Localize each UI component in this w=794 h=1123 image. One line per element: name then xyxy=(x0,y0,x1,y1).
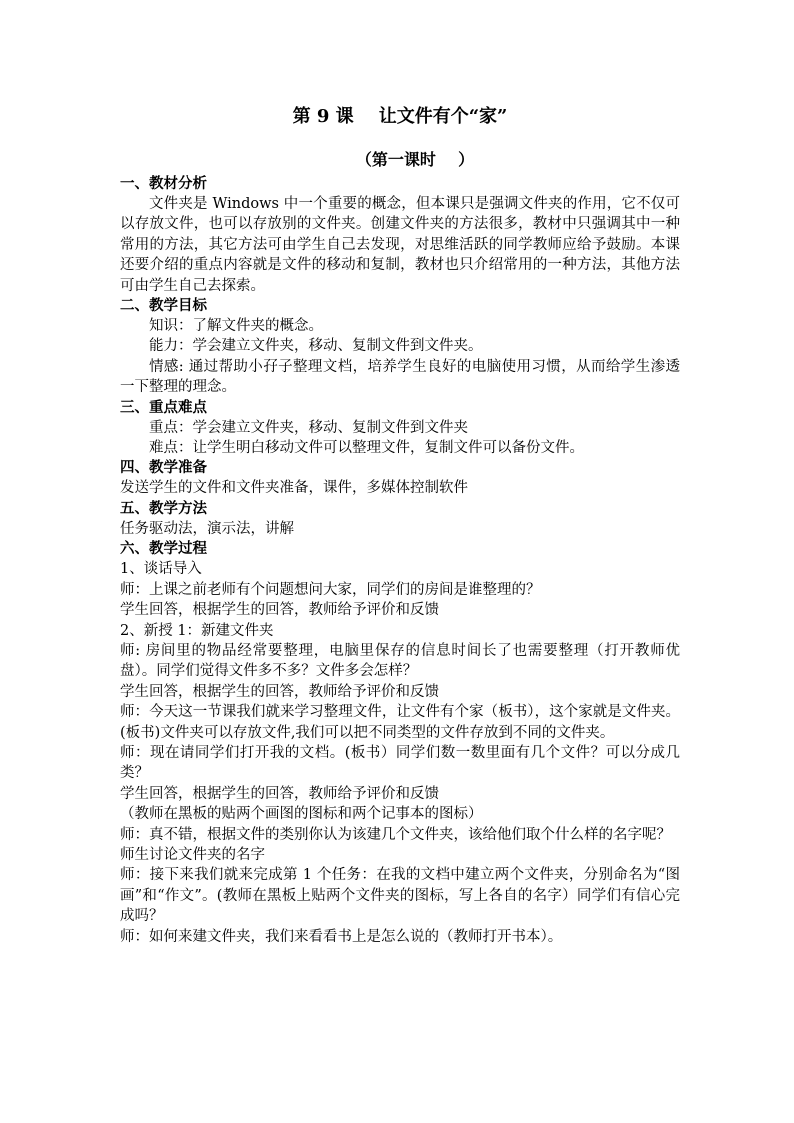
section xyxy=(120,458,680,498)
paragraph: 1、谈话导入 xyxy=(120,561,202,578)
section xyxy=(120,296,680,398)
section xyxy=(120,398,680,459)
paragraph: 情感: 通过帮助小孖子整理文档，培养学生良好的电脑使用习惯，从而给学生渗透一下整理的理念。 xyxy=(120,358,680,396)
paragraph: 能力：学会建立文件夹，移动、复制文件到文件夹。 xyxy=(149,338,483,355)
paragraph: 师：如何来建文件夹，我们来看看书上是怎么说的（教师打开书本）。 xyxy=(120,928,563,945)
paragraph: 师：上课之前老师有个问题想问大家，同学们的房间是谁整理的？ xyxy=(120,581,541,598)
document-body xyxy=(120,174,680,947)
lesson-subtitle: （第一课时 ） xyxy=(355,150,475,169)
paragraph: 学生回答，根据学生的回答，教师给予评价和反馈 xyxy=(120,602,439,619)
paragraph: 发送学生的文件和文件夹准备，课件，多媒体控制软件 xyxy=(120,480,468,497)
paragraph: 师：今天这一节课我们就来学习整理文件，让文件有个家（板书），这个家就是文件夹。(板书)文件夹可以存放文件,我们可以把不同类型的文件存放到不同的文件夹。 xyxy=(120,704,680,741)
paragraph: 学生回答，根据学生的回答，教师给予评价和反馈 xyxy=(120,785,439,802)
paragraph: 2、新授 1：新建文件夹 xyxy=(120,622,274,639)
section-heading: 一、教材分析 xyxy=(120,175,207,192)
section xyxy=(120,174,680,296)
section-heading: 四、教学准备 xyxy=(120,459,207,477)
section-heading: 二、教学目标 xyxy=(120,297,207,315)
document-page xyxy=(120,104,680,947)
section-heading: 五、教学方法 xyxy=(120,499,207,517)
section xyxy=(120,539,680,947)
paragraph: 文件夹是 Windows 中一个重要的概念，但本课只是强调文件夹的作用，它不仅可以存放文件，也可以存放别的文件夹。创建文件夹的方法很多，教材中只强调其中一种常用的方法，其它方法可由学生自己去发现，对思维活跃的同学教师应给予鼓励。本课还要介绍的重点内容就是文件的移动和复制，教材也只介绍常用的一种方法，其他方法可由学生自己去探索。 xyxy=(120,196,680,294)
paragraph: 师：真不错，根据文件的类别你认为该建几个文件夹，该给他们取个什么样的名字呢？ xyxy=(120,826,671,843)
paragraph: 知识：了解文件夹的概念。 xyxy=(149,318,323,335)
paragraph: （教师在黑板的贴两个画图的图标和两个记事本的图标） xyxy=(120,806,483,823)
section xyxy=(120,499,680,539)
paragraph: 任务驱动法，演示法，讲解 xyxy=(120,520,294,537)
paragraph: 重点：学会建立文件夹，移动、复制文件到文件夹 xyxy=(149,419,468,436)
lesson-title: 第 9 课 让文件有个“家” xyxy=(292,106,508,127)
section-heading: 三、重点难点 xyxy=(120,398,207,416)
paragraph: 学生回答，根据学生的回答，教师给予评价和反馈 xyxy=(120,683,439,700)
paragraph: 师：现在请同学们打开我的文档。(板书）同学们数一数里面有几个文件？可以分成几类？ xyxy=(120,744,680,782)
paragraph: 难点：让学生明白移动文件可以整理文件，复制文件可以备份文件。 xyxy=(149,440,584,457)
paragraph: 师：接下来我们就来完成第 1 个任务：在我的文档中建立两个文件夹，分别命名为“图画”和“作文”。(教师在黑板上贴两个文件夹的图标，写上各自的名字）同学们有信心完成吗？ xyxy=(120,867,680,925)
paragraph: 师生讨论文件夹的名字 xyxy=(120,846,265,863)
paragraph: 师: 房间里的物品经常要整理，电脑里保存的信息时间长了也需要整理（打开教师优盘）。同学们觉得文件多不多？文件多会怎样？ xyxy=(120,642,680,680)
section-heading: 六、教学过程 xyxy=(120,540,207,558)
